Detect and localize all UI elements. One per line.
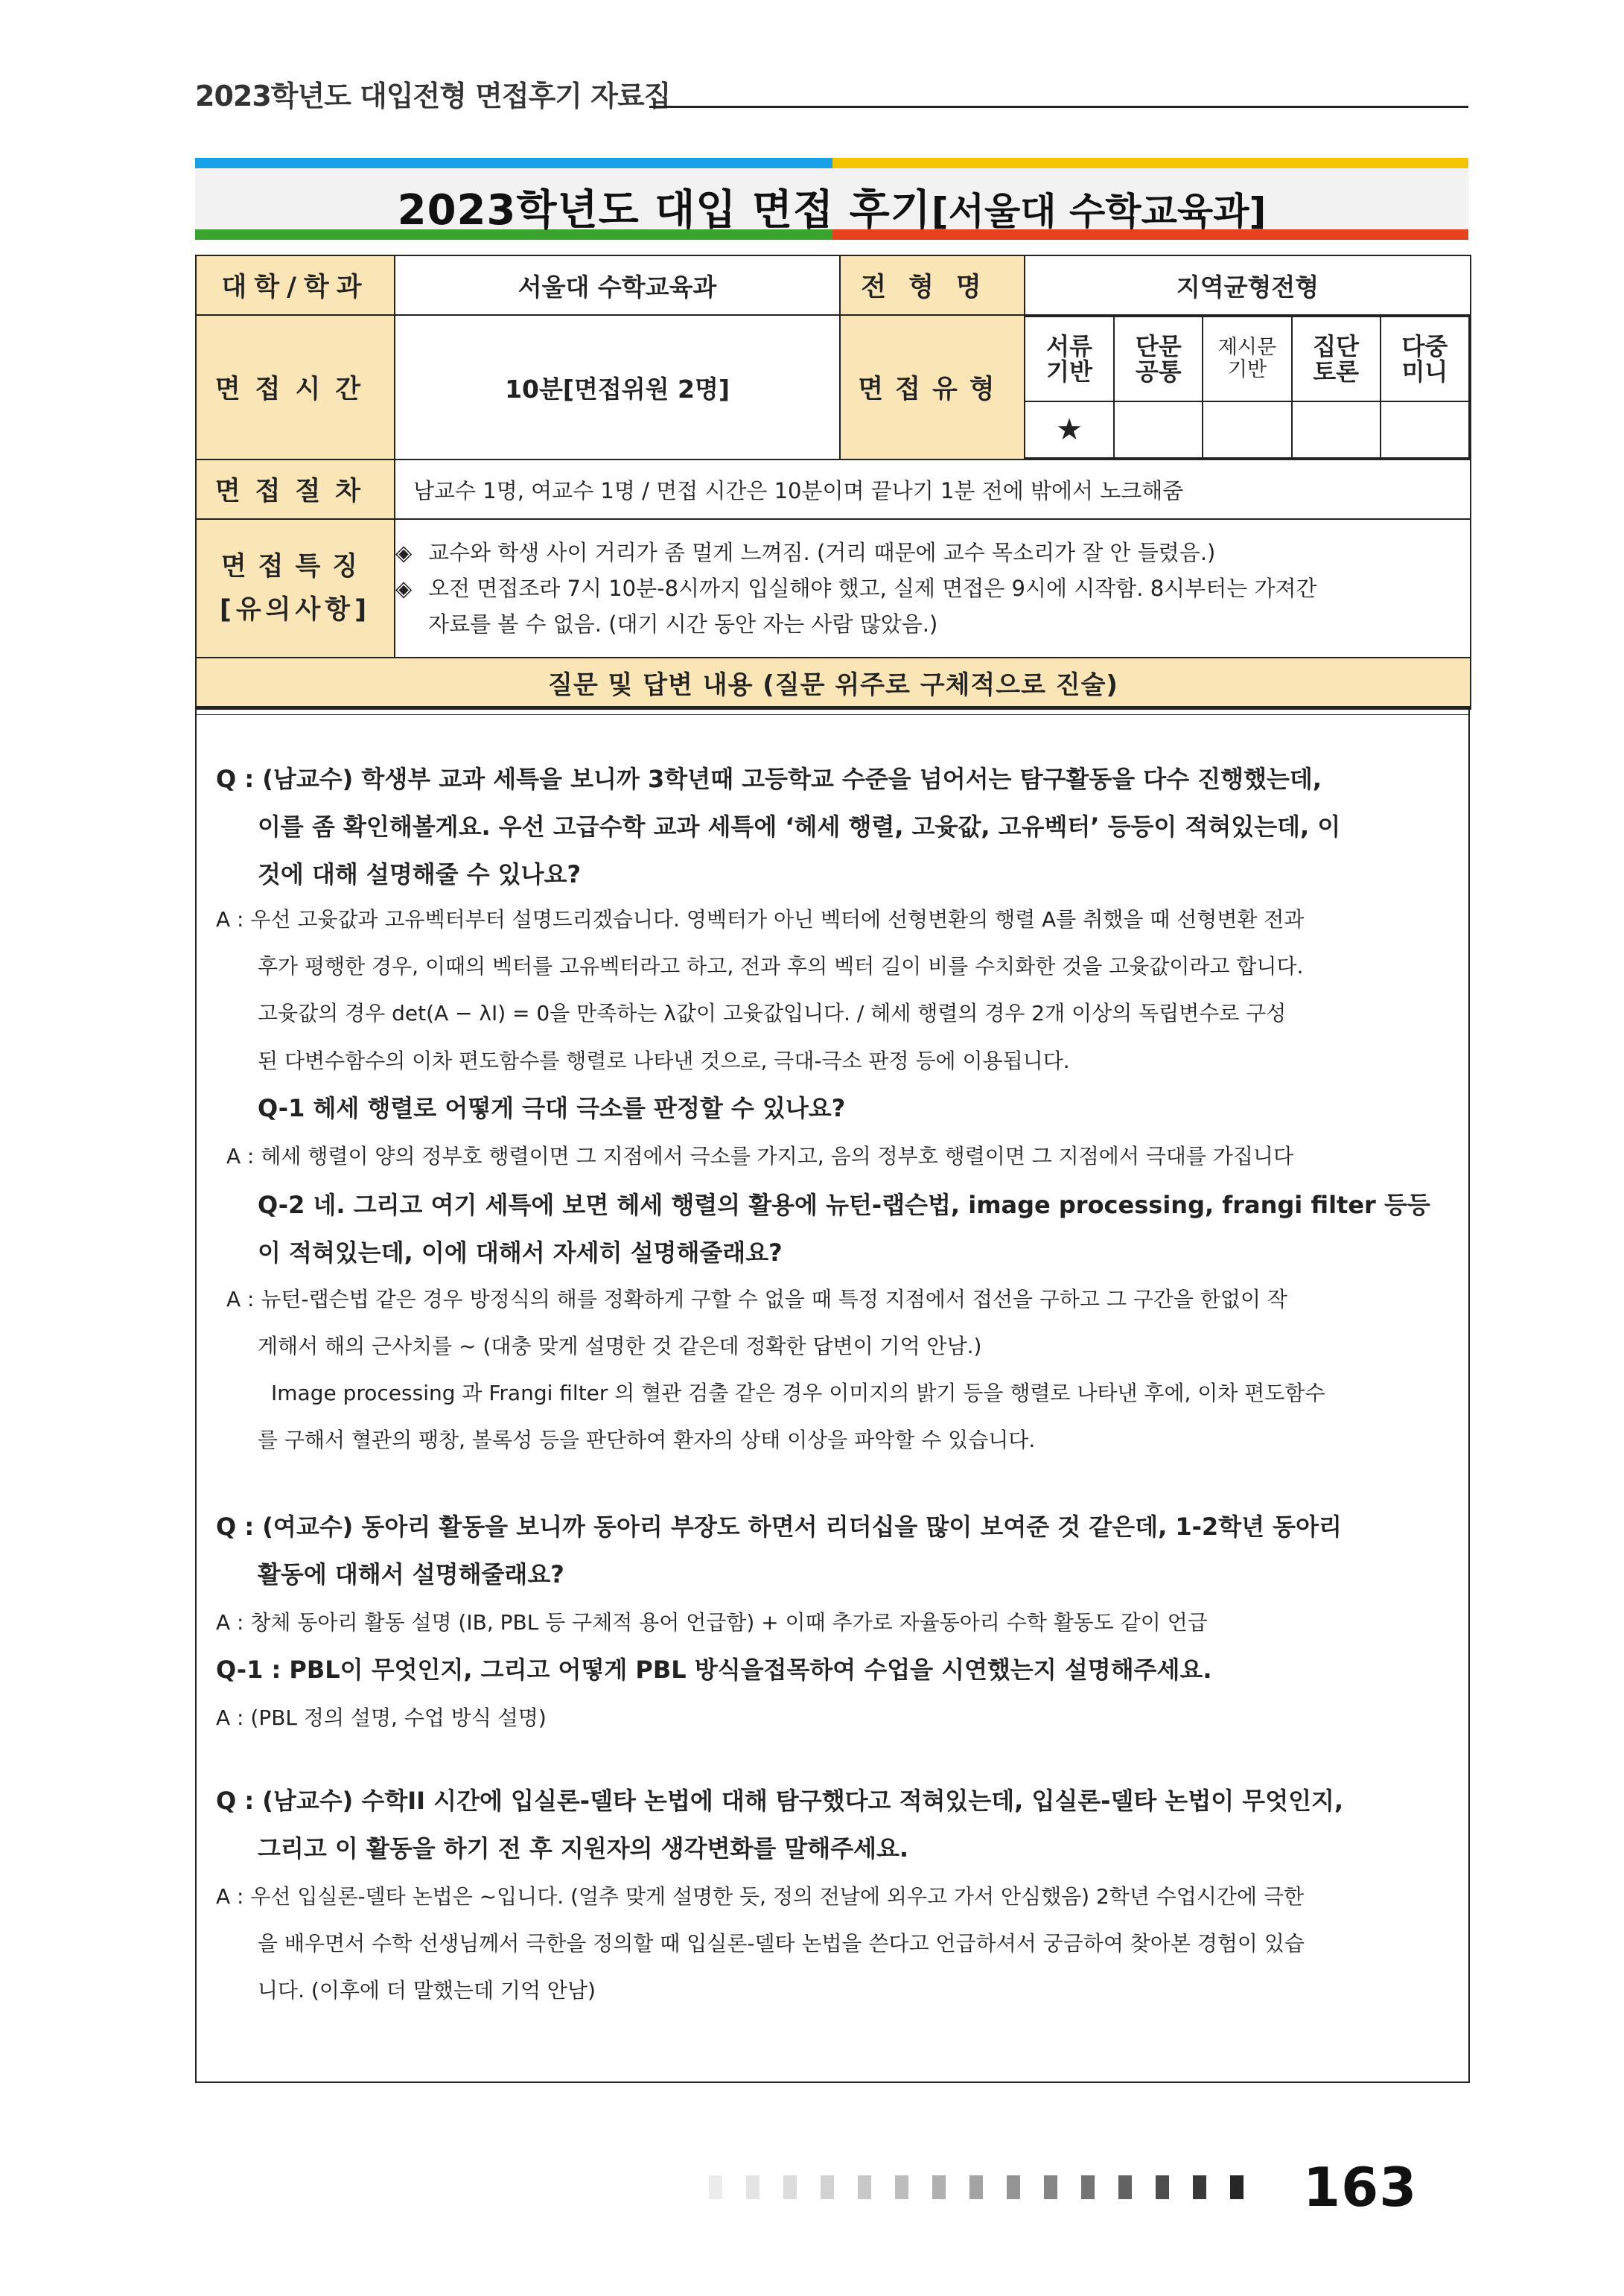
running-header (195, 73, 1468, 112)
qa-line: Image processing 과 Frangi filter 의 혈관 검출 같은 경우 이미지의 밝기 등을 행렬로 나타낸 후에, 이차 편도함수 (271, 1381, 1325, 1405)
time-value: 10분[면접위원 2명] (395, 315, 840, 459)
type-multi-mini: 다중 미니 (1381, 317, 1469, 401)
type-doc-based: 서류 기반 (1025, 317, 1114, 401)
type-doc-based-mark: ★ (1025, 401, 1114, 458)
qa-line: A : (PBL 정의 설명, 수업 방식 설명) (216, 1705, 547, 1730)
decor-square (858, 2175, 871, 2199)
decor-square (1044, 2175, 1057, 2199)
page-title-sub: [서울대 수학교육과] (931, 190, 1267, 233)
qa-line: 를 구해서 혈관의 팽창, 볼록성 등을 판단하여 환자의 상태 이상을 파악할 수 있습니다. (258, 1428, 1036, 1452)
qa-line: A : 헤세 행렬이 양의 정부호 행렬이면 그 지점에서 극소를 가지고, 음의 정부호 행렬이면 그 지점에서 극대를 가집니다 (226, 1144, 1294, 1168)
decor-square (1118, 2175, 1132, 2199)
type-passage-based: 제시문 기반 (1203, 317, 1291, 401)
qa-line: 활동에 대해서 설명해줄래요? (258, 1560, 564, 1589)
track-label: 전형명 (840, 255, 1025, 315)
procedure-value: 남교수 1명, 여교수 1명 / 면접 시간은 10분이며 끝나기 1분 전에 밖에서 노크해줌 (395, 459, 1471, 519)
type-group-discussion-mark (1292, 401, 1381, 458)
diamond-bullet-icon: ◈ (395, 576, 413, 601)
decor-square (783, 2175, 797, 2199)
track-value: 지역균형전형 (1025, 255, 1471, 315)
decor-square (1156, 2175, 1169, 2199)
type-grid (1025, 316, 1470, 459)
features-label-line1: 면접특징 (220, 552, 370, 582)
feature-text: 오전 면접조라 7시 10분-8시까지 입실해야 했고, 실제 면접은 9시에 시작함. 8시부터는 가져간 자료를 볼 수 없음. (대기 시간 동안 자는 사람 많았음.) (428, 576, 1317, 637)
qa-line: A : 우선 고윳값과 고유벡터부터 설명드리겠습니다. 영벡터가 아닌 벡터에 선형변환의 행렬 A를 취했을 때 선형변환 전과 (216, 907, 1305, 932)
type-short-common: 단문 공통 (1114, 317, 1203, 401)
qa-line: A : 창체 동아리 활동 설명 (IB, PBL 등 구체적 용어 언급함) + 이때 추가로 자율동아리 수학 활동도 같이 언급 (216, 1610, 1208, 1635)
decor-square (969, 2175, 983, 2199)
qa-line: 된 다변수함수의 이차 편도함수를 행렬로 나타낸 것으로, 극대-극소 판정 등에 이용됩니다. (258, 1049, 1070, 1073)
qa-line: Q : (여교수) 동아리 활동을 보니까 동아리 부장도 하면서 리더십을 많이 보여준 것 같은데, 1-2학년 동아리 (216, 1513, 1342, 1541)
procedure-label: 면접절차 (196, 459, 395, 519)
type-multi-mini-mark (1381, 401, 1469, 458)
header-rule (649, 106, 1468, 108)
page-title-main: 2023학년도 대입 면접 후기 (397, 186, 932, 235)
qa-line: Q : (남교수) 학생부 교과 세특을 보니까 3학년때 고등학교 수준을 넘어서는 탐구활동을 다수 진행했는데, (216, 765, 1322, 793)
features-value (395, 519, 1471, 658)
features-label (196, 519, 395, 658)
feature-item (395, 535, 1470, 570)
decor-square (746, 2175, 760, 2199)
running-header-text: 2023학년도 대입전형 면접후기 자료집 (195, 80, 671, 112)
qa-header-double-rule (197, 714, 1468, 715)
qa-line: 이 적혀있는데, 이에 대해서 자세히 설명해줄래요? (258, 1238, 783, 1267)
decor-square (1193, 2175, 1206, 2199)
type-grid-cell (1025, 315, 1471, 459)
type-label: 면접유형 (840, 315, 1025, 459)
feature-item (395, 570, 1470, 642)
type-group-discussion: 집단 토론 (1292, 317, 1381, 401)
decor-square (1081, 2175, 1095, 2199)
type-passage-based-mark (1203, 401, 1291, 458)
page-title (195, 177, 1468, 237)
univ-label: 대학/학과 (196, 255, 395, 315)
decor-square (895, 2175, 908, 2199)
qa-line: 을 배우면서 수학 선생님께서 극한을 정의할 때 입실론-델타 논법을 쓴다고 언급하셔서 궁금하여 찾아본 경험이 있습 (258, 1931, 1305, 1956)
qa-line: Q-2 네. 그리고 여기 세특에 보면 헤세 행렬의 활용에 뉴턴-랩슨법, image processing, frangi filter 등등 (258, 1191, 1430, 1219)
qa-line: 것에 대해 설명해줄 수 있나요? (258, 860, 582, 888)
decor-square (709, 2175, 722, 2199)
qa-line: Q-1 헤세 행렬로 어떻게 극대 극소를 판정할 수 있나요? (258, 1094, 846, 1122)
qa-line: 니다. (이후에 더 말했는데 기억 안남) (258, 1978, 596, 2003)
qa-line: 게해서 해의 근사치를 ~ (대충 맞게 설명한 것 같은데 정확한 답변이 기억 안남.) (258, 1334, 982, 1358)
qa-line: 이를 좀 확인해볼게요. 우선 고급수학 교과 세특에 ‘헤세 행렬, 고윳값, 고유벡터’ 등등이 적혀있는데, 이 (258, 812, 1341, 841)
feature-text: 교수와 학생 사이 거리가 좀 멀게 느껴짐. (거리 때문에 교수 목소리가 잘 안 들렸음.) (428, 540, 1216, 565)
time-label: 면접시간 (196, 315, 395, 459)
decor-square (821, 2175, 834, 2199)
info-table (195, 255, 1471, 710)
qa-box (195, 710, 1470, 2083)
univ-value: 서울대 수학교육과 (395, 255, 840, 315)
qa-line: Q-1 : PBL이 무엇인지, 그리고 어떻게 PBL 방식을접목하여 수업을 시연했는지 설명해주세요. (216, 1656, 1212, 1684)
decor-square (1230, 2175, 1244, 2199)
title-band (195, 158, 1468, 240)
type-short-common-mark (1114, 401, 1203, 458)
qa-section-header: 질문 및 답변 내용 (질문 위주로 구체적으로 진술) (196, 658, 1471, 708)
decor-square (932, 2175, 946, 2199)
qa-line: 고윳값의 경우 det(A − λI) = 0을 만족하는 λ값이 고윳값입니다. / 헤세 행렬의 경우 2개 이상의 독립변수로 구성 (258, 1001, 1287, 1025)
qa-line: 후가 평행한 경우, 이때의 벡터를 고유벡터라고 하고, 전과 후의 벡터 길이 비를 수치화한 것을 고윳값이라고 합니다. (258, 954, 1304, 979)
qa-line: A : 뉴턴-랩슨법 같은 경우 방정식의 해를 정확하게 구할 수 없을 때 특정 지점에서 접선을 구하고 그 구간을 한없이 작 (226, 1287, 1287, 1311)
features-label-line2: [유의사항] (219, 595, 372, 625)
decor-square (1007, 2175, 1020, 2199)
qa-line: 그리고 이 활동을 하기 전 후 지원자의 생각변화를 말해주세요. (258, 1834, 909, 1863)
qa-line: A : 우선 입실론-델타 논법은 ~입니다. (얼추 맞게 설명한 듯, 정의 전날에 외우고 가서 안심했음) 2학년 수업시간에 극한 (216, 1884, 1305, 1909)
qa-line: Q : (남교수) 수학II 시간에 입실론-델타 논법에 대해 탐구했다고 적혀있는데, 입실론-델타 논법이 무엇인지, (216, 1787, 1344, 1815)
title-bar-yellow (832, 158, 1468, 168)
diamond-bullet-icon: ◈ (395, 540, 413, 565)
page-number: 163 (1303, 2156, 1418, 2219)
title-bar-blue (195, 158, 832, 168)
